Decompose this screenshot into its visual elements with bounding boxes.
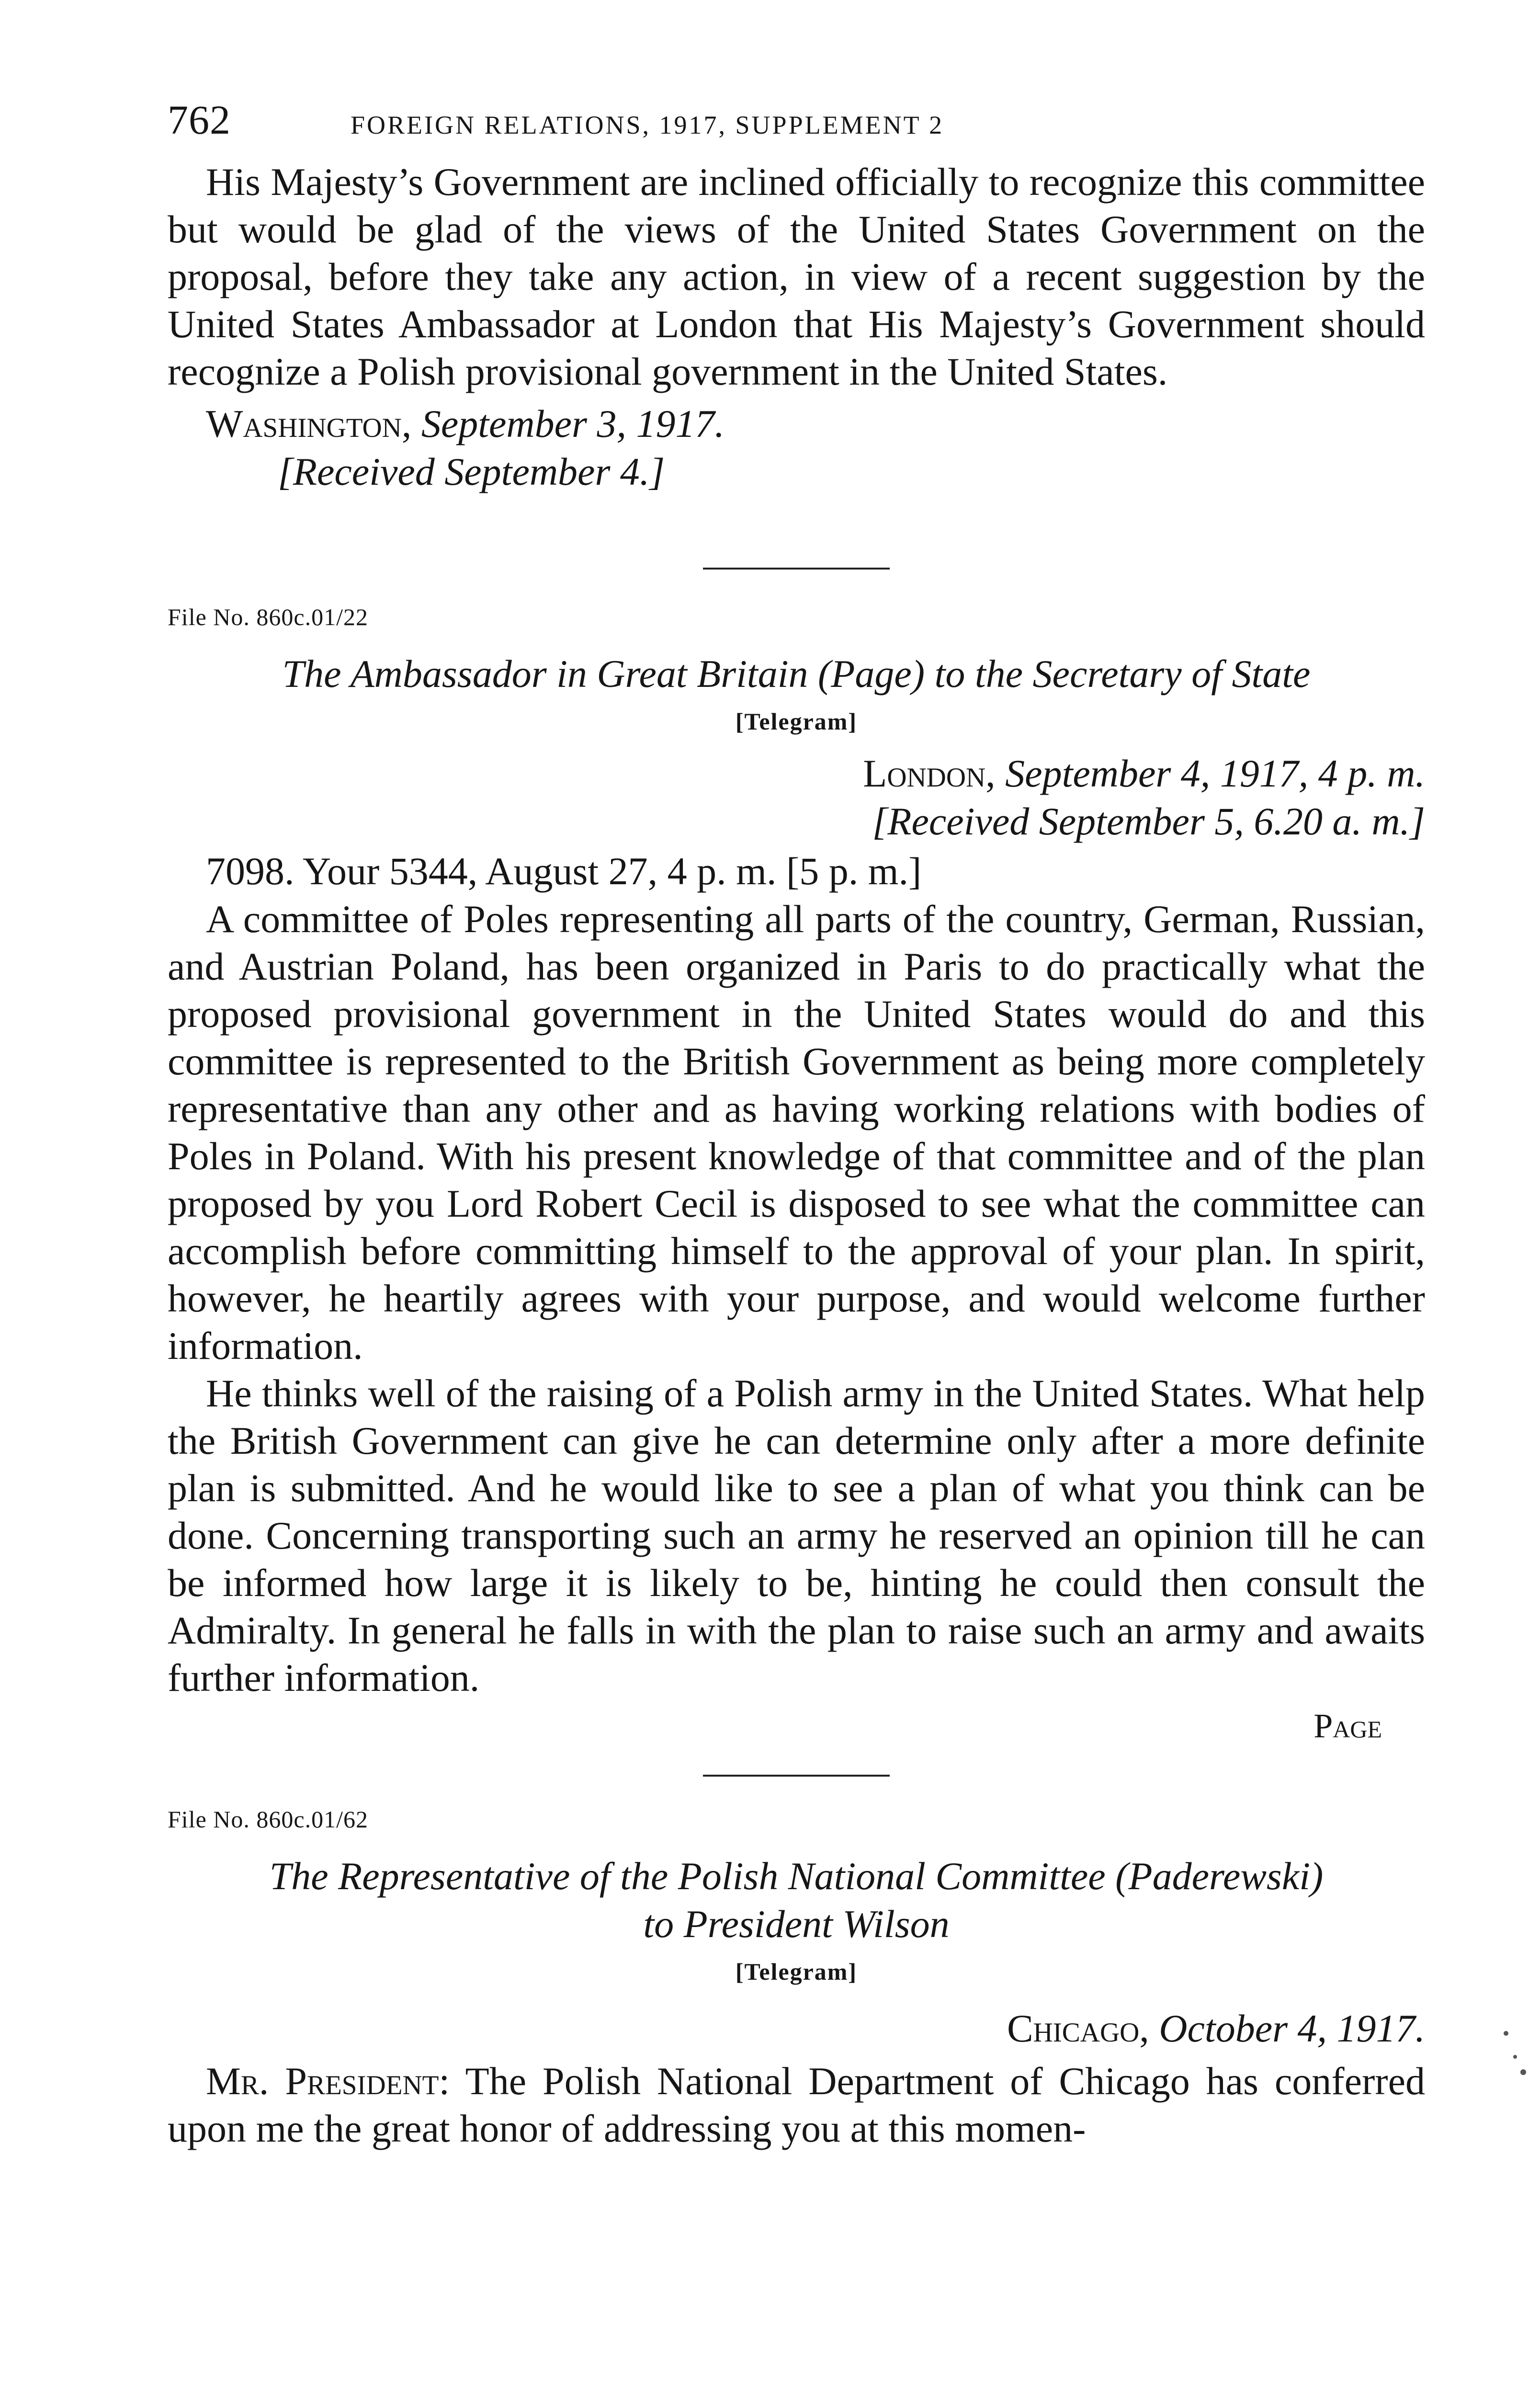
body-paragraph	[168, 2057, 1425, 2152]
dateline-date: October 4, 1917.	[1159, 2007, 1425, 2050]
document-paderewski-telegram	[168, 1805, 1425, 2152]
running-title: FOREIGN RELATIONS, 1917, SUPPLEMENT 2	[351, 111, 944, 139]
file-number: File No. 860c.01/62	[168, 1806, 368, 1833]
file-number: File No. 860c.01/22	[168, 604, 368, 630]
dateline-london	[168, 750, 1425, 798]
running-head	[168, 96, 1425, 158]
salutation: Mr. President:	[206, 2059, 450, 2103]
document-type: [Telegram]	[735, 708, 858, 735]
body-paragraph: A committee of Poles representing all parts of the country, German, Russian, and Austrian Poland, has been organized in Paris to do practically what the proposed provisional government in the United States would do and this committee is represented to the British Government as being more completely representative than any other and as having working relations with bodies of Poles in Poland. With his present knowledge of that committee and of the plan proposed by you Lord Robert Cecil is disposed to see what the committee can accomplish before committing himself to the approval of your plan. In spirit, however, he heartily agrees with your purpose, and would welcome further information.	[168, 897, 1425, 1368]
document-title-line-1: The Representative of the Polish National Committee (Paderewski)	[269, 1854, 1324, 1898]
dateline-washington	[168, 400, 1425, 448]
dateline-date: September 3, 1917.	[421, 402, 725, 445]
section-continuation	[168, 158, 1425, 496]
document-title-line-2: to President Wilson	[643, 1902, 950, 1946]
document-type: [Telegram]	[735, 1958, 858, 1985]
page-number: 762	[168, 97, 231, 143]
section-divider	[703, 1775, 890, 1777]
dateline-chicago	[168, 2005, 1425, 2053]
dateline-place: Washington,	[206, 402, 412, 445]
scan-speck	[1520, 2069, 1526, 2075]
reference-line: 7098. Your 5344, August 27, 4 p. m. [5 p. m.]	[206, 849, 922, 893]
dateline-date: September 4, 1917, 4 p. m.	[1005, 752, 1425, 795]
signature: Page	[1314, 1707, 1382, 1745]
document-page-telegram	[168, 603, 1425, 1746]
scan-speck	[1513, 2055, 1517, 2059]
body-paragraph: He thinks well of the raising of a Polish army in the United States. What help the British Government can give he can determine only after a more definite plan is submitted. And he would like to see a plan of what you think can be done. Concerning transporting such an army he reserved an opinion till he can be informed how large it is likely to be, hinting he could then consult the Admiralty. In general he falls in with the plan to raise such an army and awaits further information.	[168, 1371, 1425, 1699]
continuation-paragraph: His Majesty’s Government are inclined officially to recognize this committee but would be glad of the views of the United States Government on the proposal, before they take any action, in view of a recent suggestion by the United States Ambassador at London that His Majesty’s Government should recognize a Polish provisional government in the United States.	[168, 160, 1425, 393]
document-title: The Ambassador in Great Britain (Page) to the Secretary of State	[282, 652, 1311, 696]
section-divider	[703, 568, 890, 570]
dateline-place: Chicago,	[1007, 2007, 1149, 2050]
dateline-place: London,	[863, 752, 996, 795]
received-note: [Received September 4.]	[278, 450, 665, 493]
received-note: [Received September 5, 6.20 a. m.]	[872, 799, 1425, 843]
body-text: The Polish National Department of Chicago has conferred upon me the great honor of addressing you at this momen-	[168, 2059, 1425, 2150]
scan-speck	[1504, 2031, 1508, 2036]
